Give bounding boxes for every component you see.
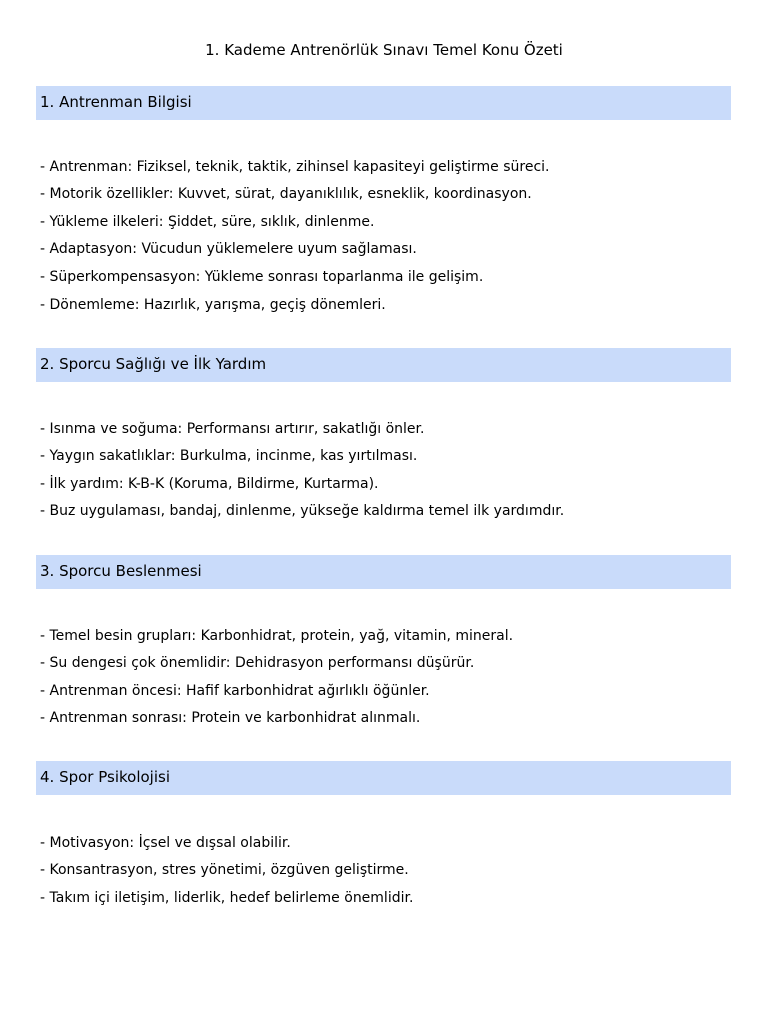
list-item: - Dönemleme: Hazırlık, yarışma, geçiş dönemleri.	[40, 297, 386, 313]
document-title: 1. Kademe Antrenörlük Sınavı Temel Konu Özeti	[205, 41, 563, 59]
list-item: - Yükleme ilkeleri: Şiddet, süre, sıklık, dinlenme.	[40, 214, 375, 230]
list-item: - Adaptasyon: Vücudun yüklemelere uyum sağlaması.	[40, 241, 417, 257]
list-item: - İlk yardım: K-B-K (Koruma, Bildirme, Kurtarma).	[40, 476, 379, 492]
list-item: - Motivasyon: İçsel ve dışsal olabilir.	[40, 835, 291, 851]
section-header-sporcu-beslenmesi: 3. Sporcu Beslenmesi	[36, 555, 731, 589]
list-item: - Isınma ve soğuma: Performansı artırır, sakatlığı önler.	[40, 421, 425, 437]
list-item: - Su dengesi çok önemlidir: Dehidrasyon performansı düşürür.	[40, 655, 475, 671]
section-header-sporcu-sagligi: 2. Sporcu Sağlığı ve İlk Yardım	[36, 348, 731, 382]
list-item: - Antrenman sonrası: Protein ve karbonhidrat alınmalı.	[40, 710, 421, 726]
list-item: - Buz uygulaması, bandaj, dinlenme, yükseğe kaldırma temel ilk yardımdır.	[40, 503, 565, 519]
list-item: - Antrenman öncesi: Hafif karbonhidrat ağırlıklı öğünler.	[40, 683, 430, 699]
list-item: - Temel besin grupları: Karbonhidrat, protein, yağ, vitamin, mineral.	[40, 628, 514, 644]
list-item: - Konsantrasyon, stres yönetimi, özgüven geliştirme.	[40, 862, 409, 878]
list-item: - Antrenman: Fiziksel, teknik, taktik, zihinsel kapasiteyi geliştirme süreci.	[40, 159, 550, 175]
section-header-spor-psikolojisi: 4. Spor Psikolojisi	[36, 761, 731, 795]
section-header-antrenman-bilgisi: 1. Antrenman Bilgisi	[36, 86, 731, 120]
list-item: - Yaygın sakatlıklar: Burkulma, incinme, kas yırtılması.	[40, 448, 418, 464]
list-item: - Motorik özellikler: Kuvvet, sürat, dayanıklılık, esneklik, koordinasyon.	[40, 186, 532, 202]
list-item: - Takım içi iletişim, liderlik, hedef belirleme önemlidir.	[40, 890, 414, 906]
list-item: - Süperkompensasyon: Yükleme sonrası toparlanma ile gelişim.	[40, 269, 484, 285]
